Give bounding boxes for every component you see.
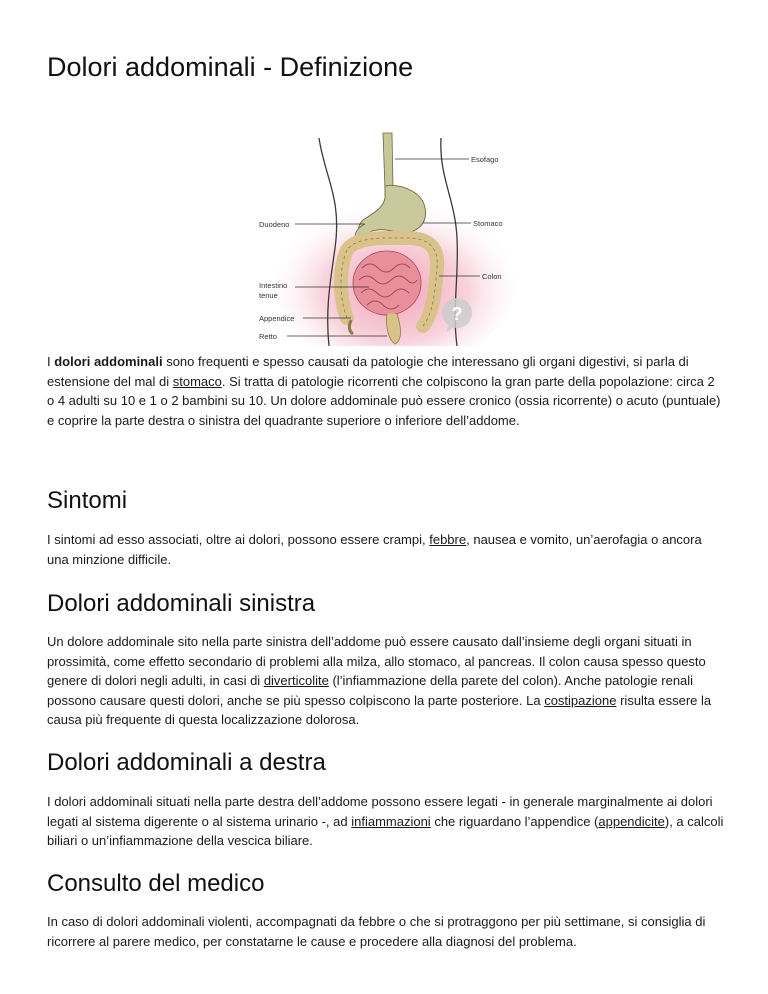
medico-paragraph: In caso di dolori addominali violenti, accompagnati da febbre o che si protraggono per più settimane, si consiglia di ricorrere al parere medico, per constatarne le cause e procedere alla diagnosi del problema. — [47, 914, 706, 949]
label-duodeno: Duodeno — [259, 220, 290, 229]
label-intestino: Intestino — [259, 281, 288, 290]
label-appendice: Appendice — [259, 314, 295, 323]
link-appendicite[interactable]: appendicite — [598, 813, 665, 829]
label-stomaco: Stomaco — [473, 219, 503, 228]
page-title: Dolori addominali - Definizione — [47, 52, 414, 82]
link-diverticolite[interactable]: diverticolite — [263, 673, 329, 688]
digestive-system-illustration — [247, 128, 522, 346]
link-infiammazioni[interactable]: infiammazioni — [351, 813, 431, 829]
link-stomaco[interactable]: stomaco — [172, 373, 222, 389]
heading-consulto-medico: Consulto del medico — [47, 870, 265, 897]
heading-dolori-sinistra: Dolori addominali sinistra — [47, 590, 316, 617]
heading-sintomi: Sintomi — [47, 487, 128, 514]
label-retto: Retto — [259, 332, 277, 341]
label-esofago: Esofago — [471, 155, 499, 164]
label-colon: Colon — [482, 272, 502, 281]
sintomi-paragraph: I sintomi ad esso associati, oltre ai dolori, possono essere crampi, febbre, nausea e vomito, un’aerofagia o ancora una minzione difficile. — [47, 532, 702, 567]
intro-bold-term: dolori addominali — [54, 354, 163, 369]
label-tenue: tenue — [259, 291, 278, 300]
destra-paragraph: I dolori addominali situati nella parte destra dell’addome possono essere legati - in generale marginalmente ai dolori legati al sistema digerente o al sistema urinario -, ad infiammazioni che riguardano l’appendice (appendicite), a calcoli biliari o un’infiammazione della vescica biliare. — [47, 794, 724, 848]
svg-text:?: ? — [451, 304, 463, 324]
heading-dolori-destra: Dolori addominali a destra — [47, 749, 326, 776]
link-costipazione[interactable]: costipazione — [544, 692, 617, 708]
link-febbre[interactable]: febbre — [429, 532, 467, 547]
intro-paragraph: I dolori addominali sono frequenti e spesso causati da patologie che interessano gli organi digestivi, si parla di estensione del mal di stomaco. Si tratta di patologie ricorrenti che colpiscono la gran parte della popolazione: circa 2 o 4 adulti su 10 e 1 o 2 bambini su 10. Un dolore addominale può essere cronico (ossia ricorrente) o acuto (puntuale) e coprire la parte destra o sinistra del quadrante superiore o inferiore dell’addome. — [47, 354, 721, 428]
sinistra-paragraph: Un dolore addominale sito nella parte sinistra dell’addome può essere causato dall’insieme degli organi situati in prossimità, come effetto secondario di problemi alla milza, allo stomaco, al pancreas. Il colon causa spesso questo genere di dolori negli adulti, in casi di diverticolite (l’infiammazione della parete del colon). Anche patologie renali possono causare questi dolori, anche se più spesso colpiscono la parte posteriore. La costipazione risulta essere la causa più frequente di questa localizzazione dolorosa. — [47, 634, 712, 727]
